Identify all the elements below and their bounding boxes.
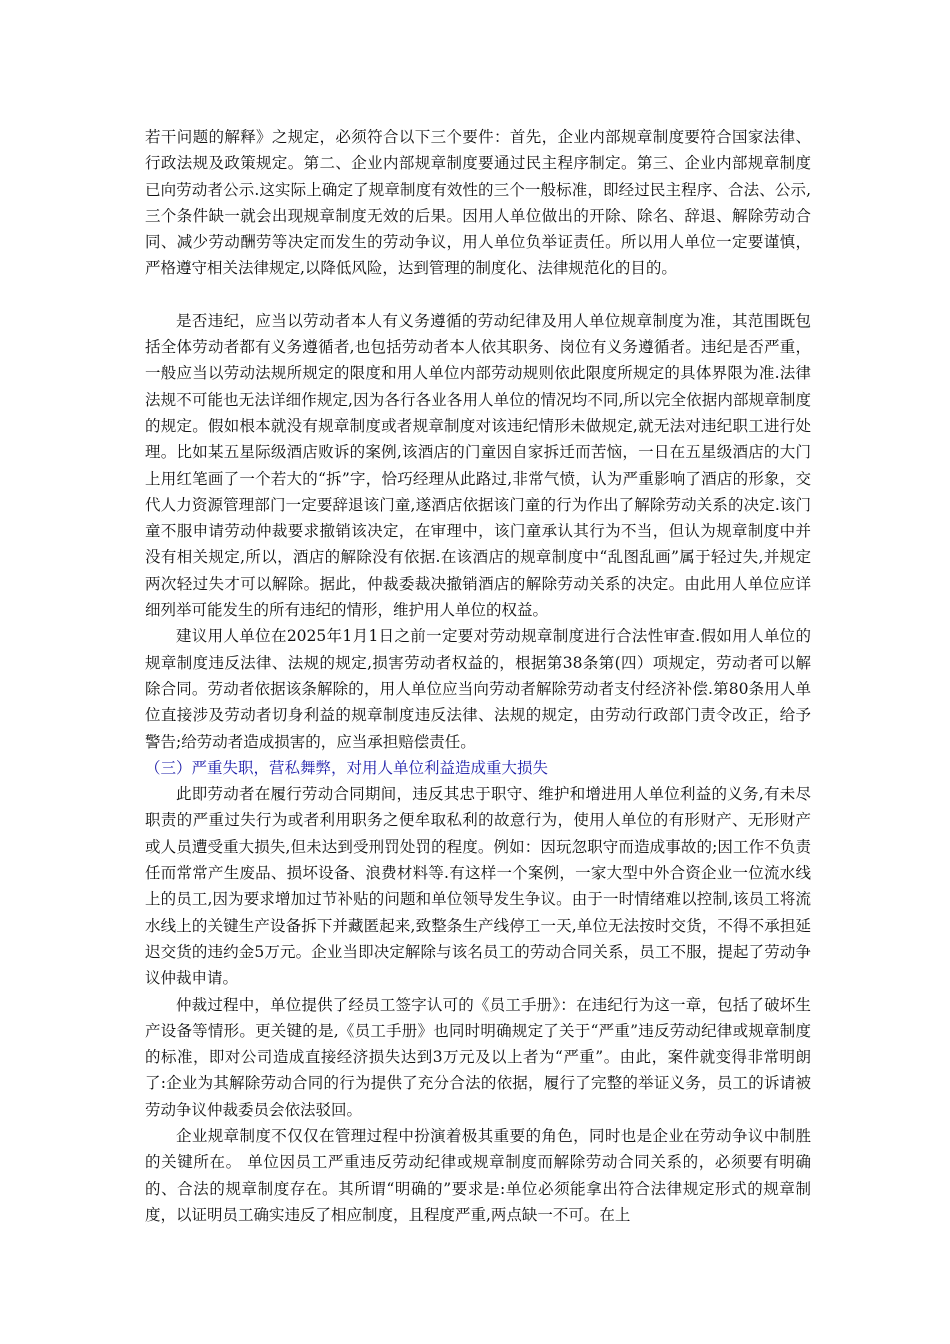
paragraph-legal-review: 建议用人单位在2025年1月1日之前一定要对劳动规章制度进行合法性审查.假如用人单位的规章制度违反法律、法规的规定,损害劳动者权益的，根据第38条第(四）项规定，劳动者可以解除合同。劳动者依据该条解除的，用人单位应当向劳动者解除劳动者支付经济补偿.第80条用人单位直接涉及劳动者切身利益的规章制度违反法律、法规的规定，由劳动行政部门责令改正，给予警告;给劳动者造成损害的，应当承担赔偿责任。 bbox=[145, 627, 811, 751]
section-heading: （三）严重失职，营私舞弊，对用人单位利益造成重大损失 bbox=[145, 758, 549, 777]
paragraph-violation-standard: 是否违纪，应当以劳动者本人有义务遵循的劳动纪律及用人单位规章制度为准，其范围既包括全体劳动者都有义务遵循者,也包括劳动者本人依其职务、岗位有义务遵循者。违纪是否严重，一般应当以劳动法规所规定的限度和用人单位内部劳动规则依此限度所规定的具体界限为准.法律法规不可能也无法详细作规定,因为各行各业各用人单位的情况均不同,所以完全依据内部规章制度的规定。假如根本就没有规章制度或者规章制度对该违纪情形未做规定,就无法对违纪职工进行处理。比如某五星际级酒店败诉的案例,该酒店的门童因自家拆迁而苦恼，一日在五星级酒店的大门上用红笔画了一个若大的“拆”字，恰巧经理从此路过,非常气愤，认为严重影响了酒店的形象，交代人力资源管理部门一定要辞退该门童,遂酒店依据该门童的行为作出了解除劳动关系的决定.该门童不服申请劳动仲裁要求撤销该决定，在审理中，该门童承认其行为不当，但认为规章制度中并没有相关规定,所以，酒店的解除没有依据.在该酒店的规章制度中“乱图乱画”属于轻过失,并规定两次轻过失才可以解除。据此，仲裁委裁决撤销酒店的解除劳动关系的决定。由此用人单位应详细列举可能发生的所有违纪的情形，维护用人单位的权益。 bbox=[145, 311, 811, 620]
paragraph-requirements: 若干问题的解释》之规定，必须符合以下三个要件：首先，企业内部规章制度要符合国家法律、行政法规及政策规定。第二、企业内部规章制度要通过民主程序制定。第三、企业内部规章制度已向劳动者公示.这实际上确定了规章制度有效性的三个一般标准，即经过民主程序、合法、公示,三个条件缺一就会出现规章制度无效的后果。因用人单位做出的开除、除名、辞退、解除劳动合同、减少劳动酬劳等决定而发生的劳动争议，用人单位负举证责任。所以用人单位一定要谨慎，严格遵守相关法律规定,以降低风险，达到管理的制度化、法律规范化的目的。 bbox=[145, 128, 811, 278]
paragraph-arbitration-case: 仲裁过程中，单位提供了经员工签字认可的《员工手册》：在违纪行为这一章，包括了破坏生产设备等情形。更关键的是,《员工手册》也同时明确规定了关于“严重”违反劳动纪律或规章制度的标准，即对公司造成直接经济损失达到3万元及以上者为“严重”。由此，案件就变得非常明朗了:企业为其解除劳动合同的行为提供了充分合法的依据，履行了完整的举证义务，员工的诉请被劳动争议仲裁委员会依法驳回。 bbox=[145, 995, 811, 1119]
document-body bbox=[145, 124, 811, 1228]
paragraph-serious-negligence: 此即劳动者在履行劳动合同期间，违反其忠于职守、维护和增进用人单位利益的义务,有未尽职责的严重过失行为或者利用职务之便牟取私利的故意行为，使用人单位的有形财产、无形财产或人员遭受重大损失,但未达到受刑罚处罚的程度。例如：因玩忽职守而造成事故的;因工作不负责任而常常产生废品、损坏设备、浪费材料等.有这样一个案例，一家大型中外合资企业一位流水线上的员工,因为要求增加过节补贴的问题和单位领导发生争议。由于一时情绪难以控制,该员工将流水线上的关键生产设备拆下并藏匿起来,致整条生产线停工一天,单位无法按时交货，不得不承担延迟交货的违约金5万元。企业当即决定解除与该名员工的劳动合同关系，员工不服，提起了劳动争议仲裁申请。 bbox=[145, 785, 811, 988]
paragraph-rules-importance: 企业规章制度不仅仅在管理过程中扮演着极其重要的角色，同时也是企业在劳动争议中制胜的关键所在。 单位因员工严重违反劳动纪律或规章制度而解除劳动合同关系的，必须要有明确的、合法的规章制度存在。其所谓“明确的”要求是:单位必须能拿出符合法律规定形式的规章制度，以证明员工确实违反了相应制度，且程度严重,两点缺一不可。在上 bbox=[145, 1126, 811, 1224]
paragraph-gap bbox=[145, 282, 811, 308]
